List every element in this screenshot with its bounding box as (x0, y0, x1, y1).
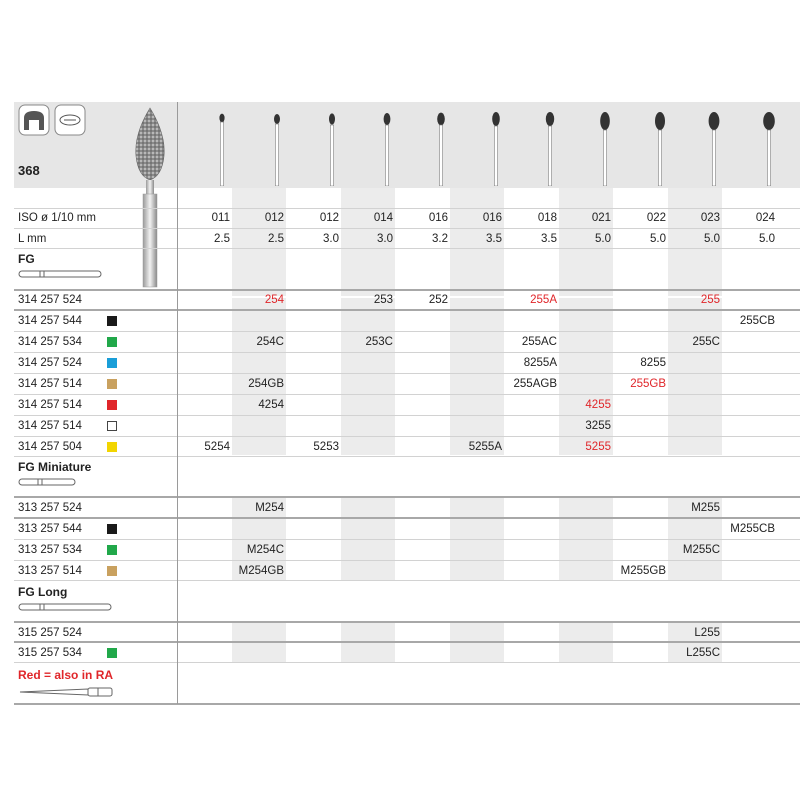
bur-image (597, 104, 613, 186)
length-value: 2.5 (214, 233, 230, 245)
iso-size-value: 023 (700, 212, 720, 224)
order-number: 314 257 504 (18, 441, 82, 453)
fg-long-instrument-icon (18, 601, 114, 613)
order-number: 314 257 524 (18, 357, 82, 369)
article-number: 255AGB (513, 378, 557, 390)
article-number: 4254 (258, 399, 284, 411)
length-value: 2.5 (268, 233, 284, 245)
color-code-swatch (107, 400, 117, 410)
length-value: 3.2 (432, 233, 448, 245)
order-number: 315 257 534 (18, 647, 82, 659)
article-number: M255CB (730, 523, 775, 535)
color-code-swatch (107, 316, 117, 326)
order-number: 313 257 514 (18, 565, 82, 577)
article-number: 255CB (739, 315, 775, 327)
bur-image (379, 104, 395, 186)
bur-image (433, 104, 449, 186)
article-number: M255C (682, 544, 720, 556)
article-number: 255AC (521, 336, 557, 348)
article-number: M255GB (620, 565, 666, 577)
length-value: 3.5 (486, 233, 502, 245)
order-number: 314 257 534 (18, 336, 82, 348)
article-number: M255 (691, 502, 720, 514)
section-title-fg: FG (18, 252, 35, 266)
iso-label: ISO ø 1/10 mm (18, 212, 96, 224)
color-code-swatch (107, 337, 117, 347)
color-code-swatch (107, 648, 117, 658)
bur-image (761, 104, 777, 186)
article-number: L255 (694, 627, 720, 639)
color-code-swatch (107, 524, 117, 534)
length-label: L mm (18, 233, 47, 245)
length-value: 5.0 (759, 233, 775, 245)
article-number: 253 (373, 294, 393, 306)
left-divider (177, 102, 178, 704)
iso-size-value: 016 (428, 212, 448, 224)
legend-note: Red = also in RA (18, 668, 114, 682)
iso-size-value: 016 (482, 212, 502, 224)
article-number: M254C (246, 544, 284, 556)
iso-size-value: 014 (373, 212, 393, 224)
section-title-fg-miniature: FG Miniature (18, 460, 92, 474)
order-number: 314 257 514 (18, 399, 82, 411)
order-number: 314 257 514 (18, 378, 82, 390)
bur-image (652, 104, 668, 186)
color-code-swatch (107, 566, 117, 576)
article-number: 253C (365, 336, 393, 348)
article-number: 254 (264, 294, 284, 306)
length-value: 3.5 (541, 233, 557, 245)
crown-preparation-icon (18, 104, 50, 136)
fg-miniature-instrument-icon (18, 476, 78, 488)
iso-size-value: 024 (755, 212, 775, 224)
order-number: 313 257 524 (18, 502, 82, 514)
article-number: 8255A (523, 357, 557, 369)
large-bur-image (128, 104, 172, 289)
bur-image (706, 104, 722, 186)
bur-image (324, 104, 340, 186)
order-number: 313 257 534 (18, 544, 82, 556)
article-number: 254GB (248, 378, 284, 390)
bur-image (214, 104, 230, 186)
article-number: 4255 (585, 399, 611, 411)
ra-instrument-icon (18, 685, 118, 699)
article-number: 5255 (585, 441, 611, 453)
article-number: L255C (686, 647, 720, 659)
bur-image (269, 104, 285, 186)
product-code: 368 (18, 163, 40, 178)
color-code-swatch (107, 358, 117, 368)
color-code-swatch (107, 421, 117, 431)
length-value: 5.0 (595, 233, 611, 245)
order-number: 315 257 524 (18, 627, 82, 639)
fg-instrument-icon (18, 268, 104, 280)
iso-size-value: 012 (319, 212, 339, 224)
article-number: 255A (530, 294, 557, 306)
order-number: 314 257 524 (18, 294, 82, 306)
length-value: 3.0 (377, 233, 393, 245)
iso-size-value: 022 (646, 212, 666, 224)
length-value: 3.0 (323, 233, 339, 245)
article-number: 255C (692, 336, 720, 348)
iso-size-value: 011 (211, 212, 230, 224)
article-number: 8255 (640, 357, 666, 369)
article-number: 5255A (468, 441, 502, 453)
iso-size-value: 012 (264, 212, 284, 224)
color-code-swatch (107, 545, 117, 555)
length-value: 5.0 (650, 233, 666, 245)
order-number: 313 257 544 (18, 523, 82, 535)
article-number: 5253 (313, 441, 339, 453)
article-number: 5254 (204, 441, 230, 453)
color-code-swatch (107, 442, 117, 452)
article-number: M254GB (238, 565, 284, 577)
article-number: M254 (255, 502, 284, 514)
order-number: 314 257 544 (18, 315, 82, 327)
section-title-fg-long: FG Long (18, 585, 68, 599)
order-number: 314 257 514 (18, 420, 82, 432)
color-code-swatch (107, 379, 117, 389)
article-number: 3255 (585, 420, 611, 432)
iso-size-value: 018 (537, 212, 557, 224)
article-number: 252 (428, 294, 448, 306)
finishing-icon (54, 104, 86, 136)
article-number: 255 (700, 294, 720, 306)
article-number: 254C (256, 336, 284, 348)
bur-image (488, 104, 504, 186)
iso-size-value: 021 (591, 212, 611, 224)
article-number: 255GB (630, 378, 666, 390)
bur-image (542, 104, 558, 186)
length-value: 5.0 (704, 233, 720, 245)
